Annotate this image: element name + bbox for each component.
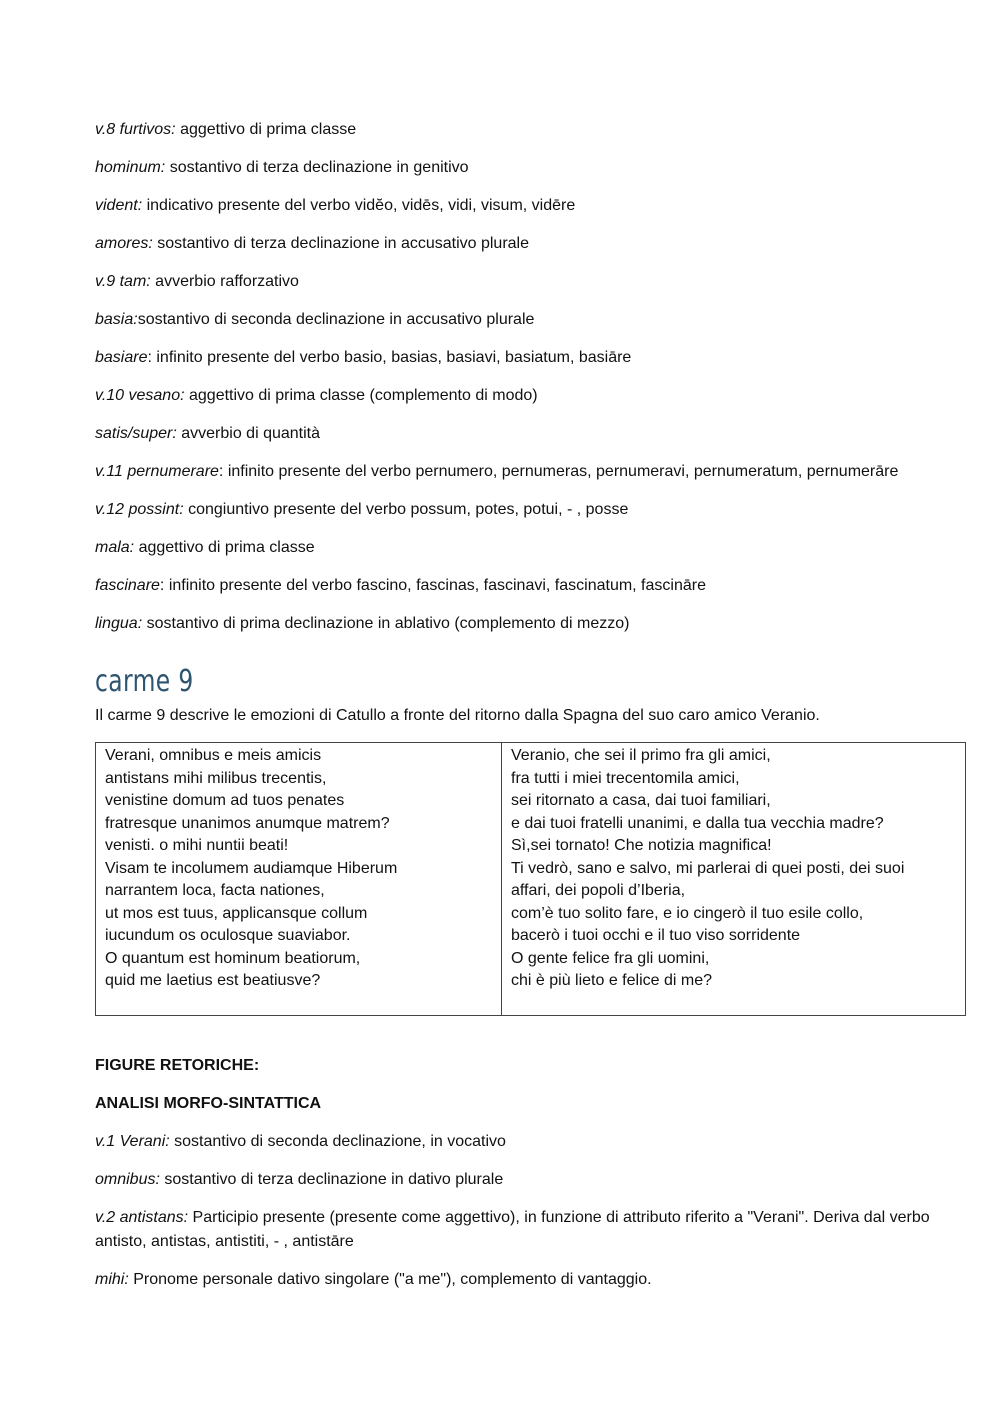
latin-verse-line: venistine domum ad tuos penates: [105, 792, 345, 809]
latin-verse-line: narrantem loca, facta nationes,: [105, 882, 325, 899]
entry-description: indicativo presente del verbo vidĕo, vidēs, vidi, visum, vidēre: [142, 197, 576, 214]
italian-verse-line: Ti vedrò, sano e salvo, mi parlerai di quei posti, dei suoi: [511, 859, 905, 877]
entry-term: basiare: [95, 349, 148, 366]
entry-term: v.9 tam:: [95, 273, 151, 290]
latin-verse-line: fratresque unanimos anumque matrem?: [105, 814, 390, 832]
entry-description: avverbio rafforzativo: [150, 273, 299, 290]
carme-intro: Il carme 9 descrive le emozioni di Catullo a fronte del ritorno dalla Spagna del suo caro amico Veranio.: [95, 707, 820, 724]
morphology-entry: [95, 308, 967, 332]
latin-verse-line: O quantum est hominum beatiorum,: [105, 949, 361, 967]
morphology-entry: [95, 1206, 967, 1254]
entry-term: hominum:: [95, 159, 166, 176]
latin-verse-line: venisti. o mihi nuntii beati!: [105, 837, 289, 854]
latin-text-cell: [96, 743, 502, 1016]
italian-verse-line: sei ritornato a casa, dai tuoi familiari,: [511, 792, 771, 809]
figure-retoriche-title: FIGURE RETORICHE:: [95, 1056, 260, 1074]
entry-term: amores:: [95, 235, 153, 252]
latin-verse-line: antistans mihi milibus trecentis,: [105, 769, 327, 787]
italian-verse-line: O gente felice fra gli uomini,: [511, 949, 710, 967]
entry-term: v.11 pernumerare: [95, 463, 219, 480]
entry-description: sostantivo di terza declinazione in dativo plurale: [159, 1170, 504, 1188]
entry-term: v.12 possint:: [95, 501, 184, 518]
italian-verse-line: affari, dei popoli d’Iberia,: [511, 882, 686, 899]
morphology-entry: [95, 1268, 967, 1292]
morphology-entry: [95, 156, 967, 180]
entry-description: sostantivo di terza declinazione in genitivo: [165, 159, 469, 176]
entry-description: avverbio di quantità: [176, 425, 321, 442]
morphology-entry: [95, 612, 967, 636]
entry-term: v.10 vesano:: [95, 387, 185, 404]
italian-translation-cell: [502, 743, 966, 1016]
morphology-entry: [95, 346, 967, 370]
morphology-entry: [95, 1168, 967, 1192]
entry-description: : infinito presente del verbo fascino, fascinas, fascinavi, fascinatum, fascināre: [159, 577, 706, 594]
entry-term: fascinare: [95, 577, 160, 594]
entry-description: Participio presente (presente come aggettivo), in funzione di attributo riferito a "Verani". Deriva dal verbo antisto, antistas, antistiti, - , antistāre: [95, 1208, 930, 1250]
entry-term: basia:: [95, 311, 138, 328]
entry-description: Pronome personale dativo singolare ("a me"), complemento di vantaggio.: [128, 1270, 652, 1288]
morphology-entry: [95, 118, 967, 142]
entry-term: mala:: [95, 539, 135, 556]
morphology-list-top: [95, 118, 967, 636]
morphology-entry: [95, 194, 967, 218]
entry-term: satis/super:: [95, 425, 177, 442]
morphology-entry: [95, 460, 967, 484]
entry-term: v.2 antistans:: [95, 1208, 189, 1226]
document-content: [95, 118, 967, 1306]
poem-table: [95, 742, 966, 1016]
entry-description: aggettivo di prima classe: [134, 539, 315, 556]
entry-term: v.8 furtivos:: [95, 121, 176, 138]
morphology-entry: [95, 422, 967, 446]
poem-row: [96, 743, 966, 1016]
latin-verse-line: Visam te incolumem audiamque Hiberum: [105, 859, 398, 877]
entry-description: sostantivo di terza declinazione in accusativo plurale: [152, 235, 530, 252]
entry-description: sostantivo di prima declinazione in ablativo (complemento di mezzo): [142, 615, 630, 632]
italian-verse-line: chi è più lieto e felice di me?: [511, 972, 712, 989]
italian-verse-line: bacerò i tuoi occhi e il tuo viso sorridente: [511, 927, 801, 944]
italian-verse-line: e dai tuoi fratelli unanimi, e dalla tua vecchia madre?: [511, 814, 884, 832]
morphology-entry: [95, 232, 967, 256]
latin-verse-line: Verani, omnibus e meis amicis: [105, 747, 322, 764]
section-heading-carme-9: carme 9: [95, 664, 194, 699]
latin-verse-line: iucundum os oculosque suaviabor.: [105, 927, 351, 944]
entry-term: lingua:: [95, 615, 143, 632]
morphology-entry: [95, 1130, 967, 1154]
morphology-entry: [95, 384, 967, 408]
entry-term: omnibus:: [95, 1170, 160, 1188]
entry-term: v.1 Verani:: [95, 1132, 170, 1150]
morphology-entry: [95, 574, 967, 598]
entry-description: : infinito presente del verbo basio, basias, basiavi, basiatum, basiāre: [147, 349, 632, 366]
italian-verse-line: Sì,sei tornato! Che notizia magnifica!: [511, 837, 772, 854]
morphology-entry: [95, 536, 967, 560]
entry-description: sostantivo di seconda declinazione, in vocativo: [169, 1132, 506, 1150]
entry-description: : infinito presente del verbo pernumero, pernumeras, pernumeravi, pernumeratum, pernumerāre: [218, 463, 899, 480]
entry-description: aggettivo di prima classe: [175, 121, 357, 138]
morphology-list-bottom: [95, 1130, 967, 1292]
italian-verse-line: Veranio, che sei il primo fra gli amici,: [511, 747, 771, 764]
entry-description: congiuntivo presente del verbo possum, potes, potui, - , posse: [183, 501, 629, 518]
analisi-title: ANALISI MORFO-SINTATTICA: [95, 1094, 322, 1112]
italian-verse-line: com’è tuo solito fare, e io cingerò il tuo esile collo,: [511, 904, 864, 922]
entry-term: vident:: [95, 197, 143, 214]
italian-verse-line: fra tutti i miei trecentomila amici,: [511, 769, 740, 787]
entry-term: mihi:: [95, 1270, 129, 1288]
morphology-entry: [95, 498, 967, 522]
latin-verse-line: ut mos est tuus, applicansque collum: [105, 904, 368, 922]
entry-description: sostantivo di seconda declinazione in accusativo plurale: [137, 311, 535, 328]
morphology-entry: [95, 270, 967, 294]
entry-description: aggettivo di prima classe (complemento di modo): [184, 387, 538, 404]
latin-verse-line: quid me laetius est beatiusve?: [105, 972, 321, 989]
